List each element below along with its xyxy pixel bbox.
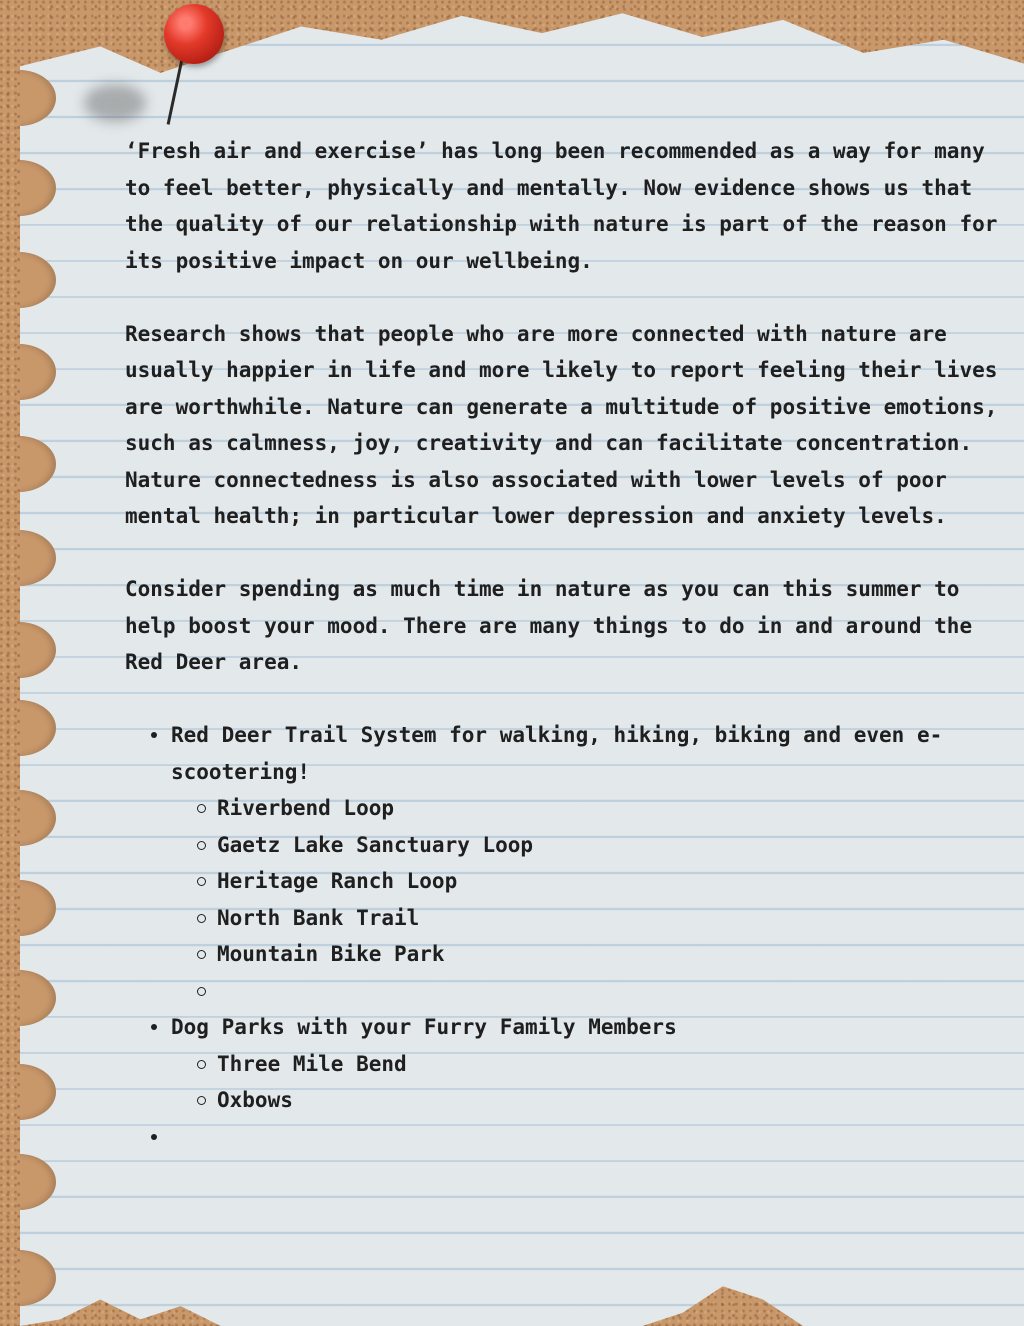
bullet-icon xyxy=(151,732,157,738)
circle-bullet-icon xyxy=(197,950,206,959)
paragraph-intro: ‘Fresh air and exercise’ has long been recommended as a way for many to feel better, physically and mentally. Now evidence shows us that the quality of our relationship with nature is part of the reason for its positive impact on our wellbeing. xyxy=(125,139,998,273)
paragraph-research: Research shows that people who are more connected with nature are usually happier in life and more likely to report feeling their lives are worthwhile. Nature can generate a multitude of positive emotions, such as calmness, joy, creativity and can facilitate concentration. Nature connectedness is also associated with lower levels of poor mental health; in particular lower depression and anxiety levels. xyxy=(125,321,998,528)
circle-bullet-icon xyxy=(197,914,206,923)
trail-sublist xyxy=(171,790,1005,1009)
bullet-icon xyxy=(151,1134,157,1140)
sublist-item xyxy=(217,900,1005,937)
list-item-trail-system xyxy=(171,717,1005,1009)
pushpin-shadow xyxy=(84,84,146,122)
list-item-empty xyxy=(171,1119,1005,1156)
list-item-label: Dog Parks with your Furry Family Members xyxy=(171,1015,677,1039)
circle-bullet-icon xyxy=(197,987,206,996)
circle-bullet-icon xyxy=(197,877,206,886)
sublist-item-empty xyxy=(217,973,1005,1010)
circle-bullet-icon xyxy=(197,1096,206,1105)
circle-bullet-icon xyxy=(197,1060,206,1069)
sublist-item xyxy=(217,936,1005,973)
sublist-item-label: Three Mile Bend xyxy=(217,1051,407,1076)
list-item-dog-parks xyxy=(171,1009,1005,1119)
sublist-item-label: Heritage Ranch Loop xyxy=(217,869,458,893)
circle-bullet-icon xyxy=(197,804,206,813)
sublist-item-label: Mountain Bike Park xyxy=(217,942,445,966)
sublist-item-label: Riverbend Loop xyxy=(217,796,395,820)
activity-list xyxy=(125,717,1005,1155)
paragraph-summer: Consider spending as much time in nature as you can this summer to help boost your mood. There are many things to do in and around the Red Deer area. xyxy=(125,577,973,674)
note-content xyxy=(125,133,1005,1155)
dog-park-sublist xyxy=(171,1046,1005,1119)
sublist-item xyxy=(217,790,1005,827)
sublist-item xyxy=(217,827,1005,864)
bullet-icon xyxy=(151,1024,157,1030)
pushpin-icon xyxy=(164,4,224,64)
sublist-item-label: North Bank Trail xyxy=(217,905,420,930)
sublist-item-label: Gaetz Lake Sanctuary Loop xyxy=(217,832,534,857)
sublist-item xyxy=(217,1082,1005,1119)
circle-bullet-icon xyxy=(197,841,206,850)
list-item-label: Red Deer Trail System for walking, hiking, biking and even e-scootering! xyxy=(171,723,943,784)
sublist-item-label: Oxbows xyxy=(217,1088,293,1112)
sublist-item xyxy=(217,1046,1005,1083)
sublist-item xyxy=(217,863,1005,900)
